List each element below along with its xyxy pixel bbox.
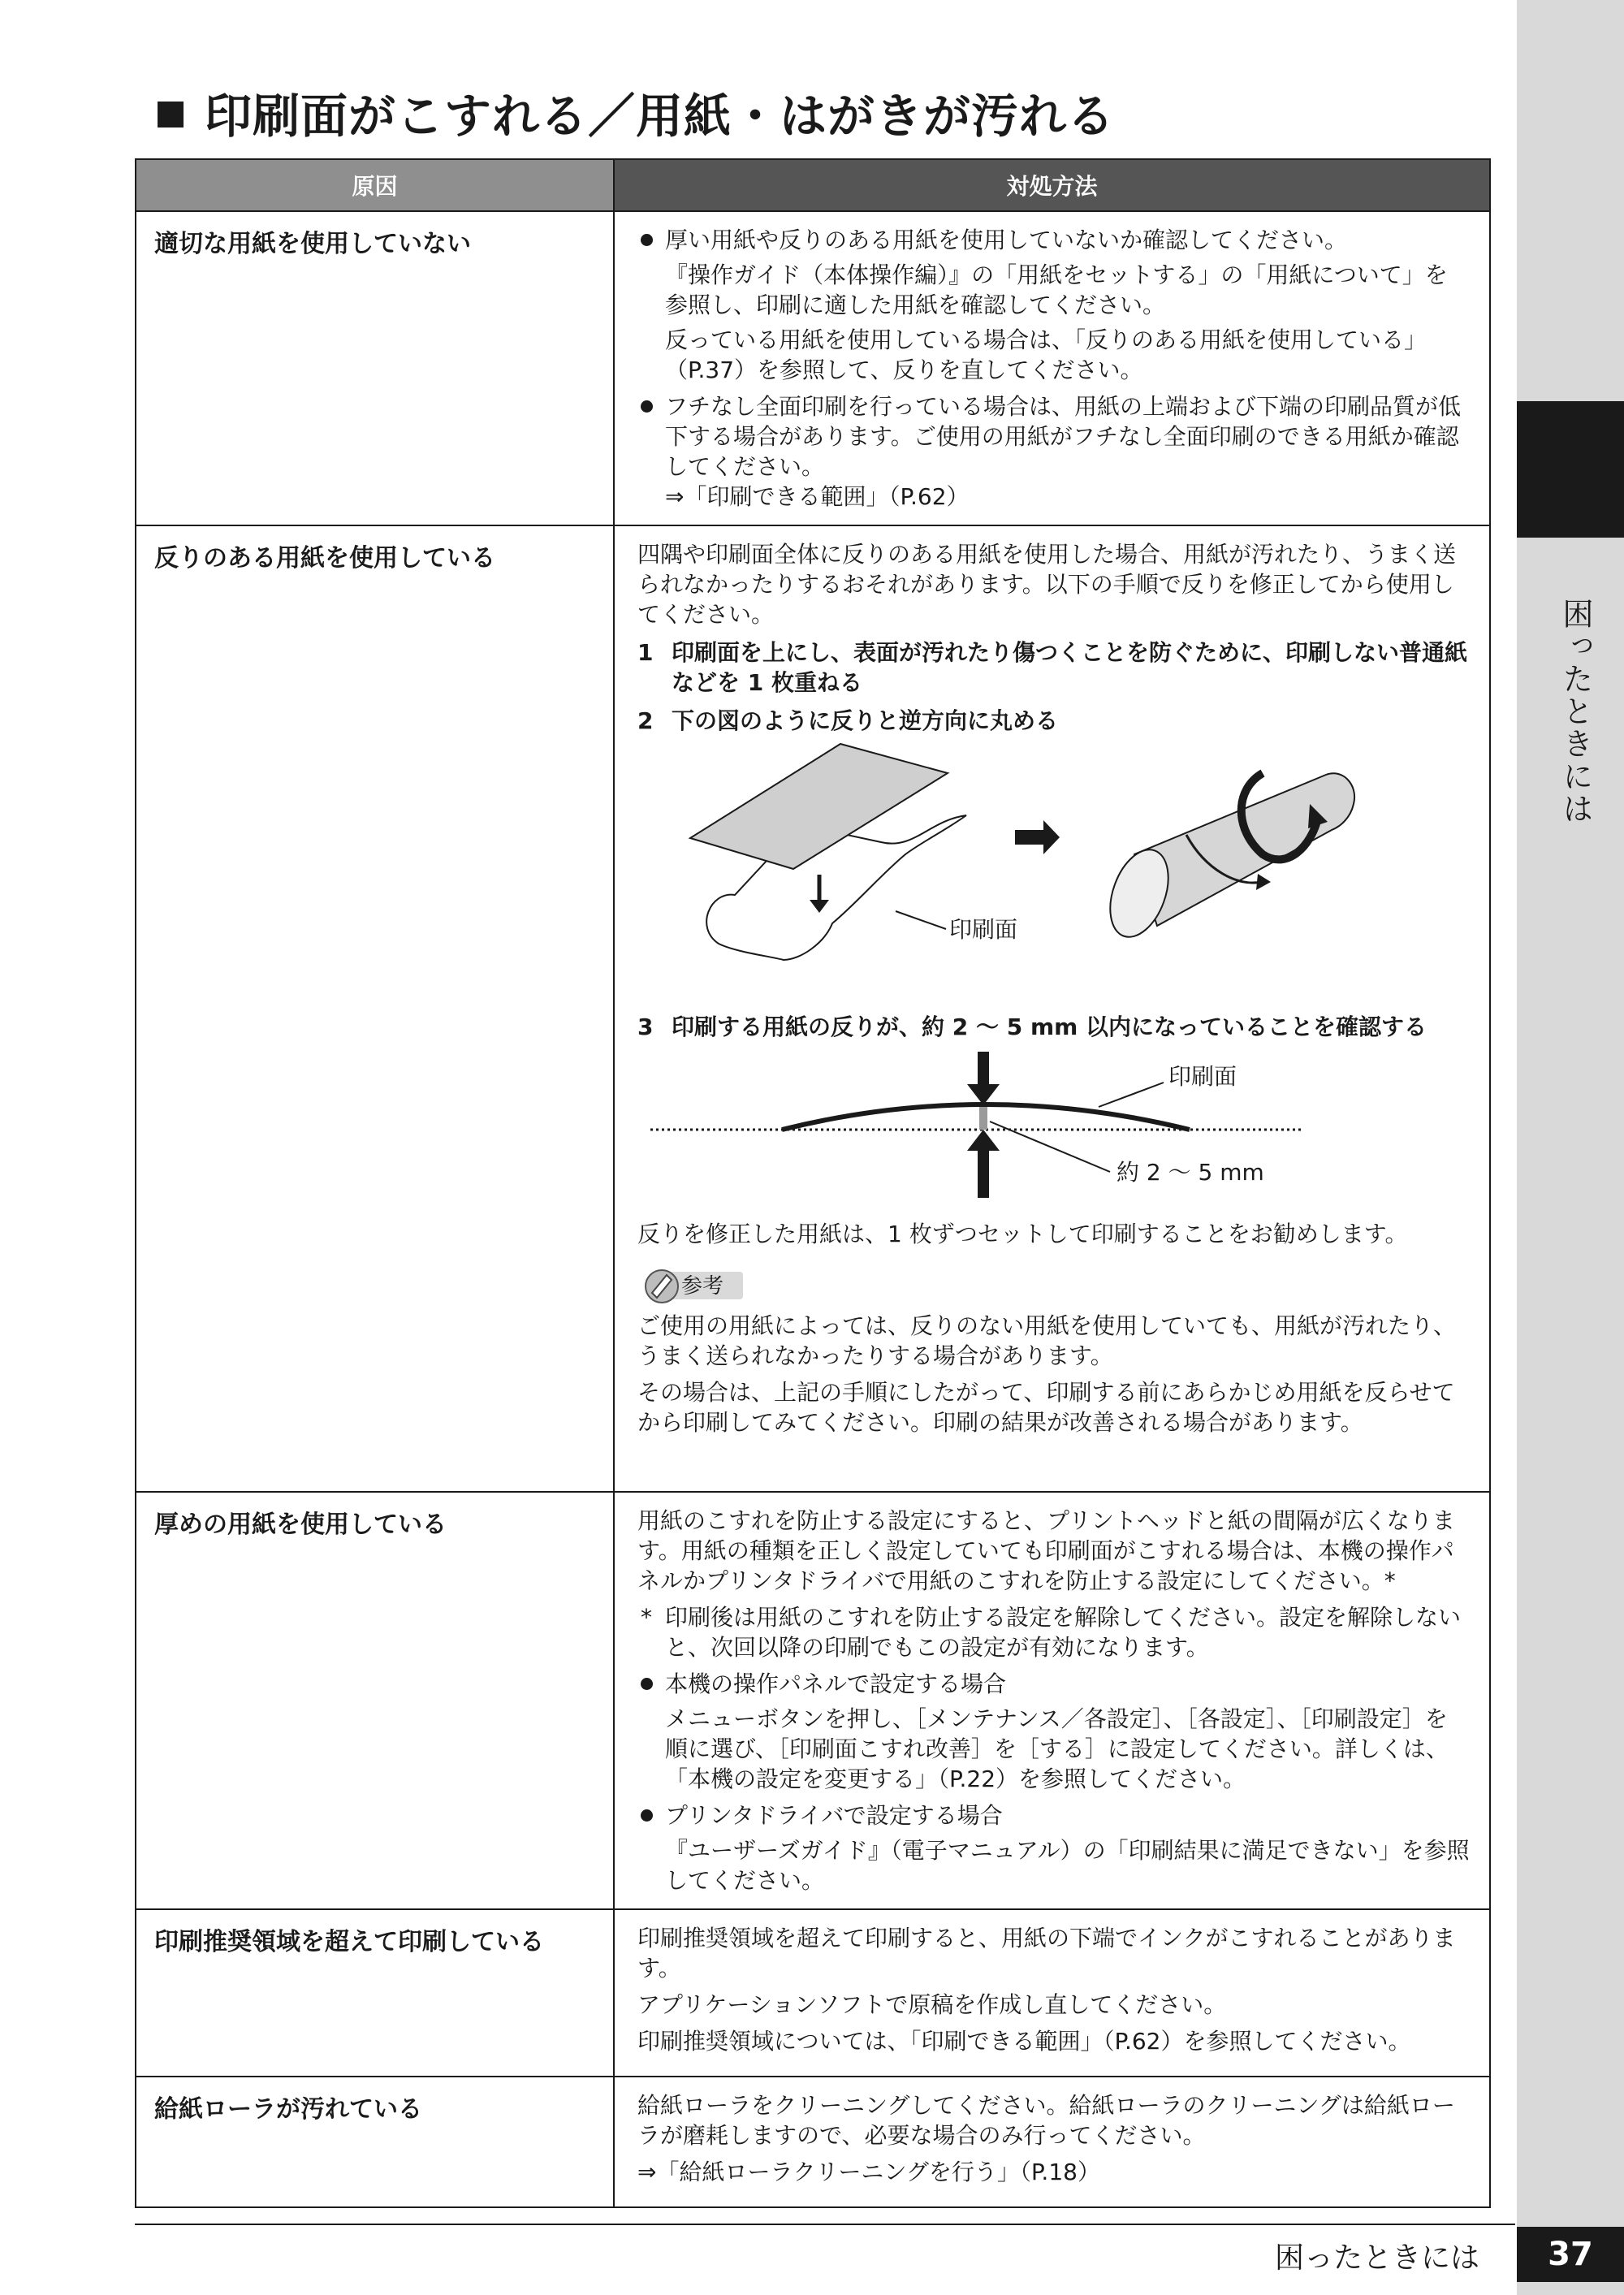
remedy-cell: [614, 211, 1490, 525]
note-text: ご使用の用紙によっては、反りのない用紙を使用していても、用紙が汚れたり、うまく送られなかったりする場合があります。: [637, 1312, 1457, 1369]
leader-line: [896, 911, 946, 929]
header-cause: 原因: [136, 159, 614, 211]
bullet-item: 厚い用紙や反りのある用紙を使用していないか確認してください。: [637, 225, 1470, 255]
reference-link[interactable]: ⇒「印刷できる範囲」（P.62）: [665, 483, 970, 510]
table-header-row: [136, 159, 1490, 211]
chapter-side-label: 困ったときには: [1557, 598, 1593, 825]
process-arrow-icon: [1015, 820, 1060, 854]
remedy-cell: [614, 1492, 1490, 1909]
cause-cell: 反りのある用紙を使用している: [136, 525, 614, 1492]
page-number: 37: [1517, 2227, 1624, 2282]
bullet-item: プリンタドライバで設定する場合: [637, 1800, 1470, 1830]
reference-link[interactable]: ⇒「給紙ローラクリーニングを行う」（P.18）: [637, 2159, 1100, 2185]
note-label: 参考: [681, 1274, 724, 1299]
leader-line: [1099, 1083, 1164, 1107]
title-square-icon: [158, 102, 184, 128]
remedy-text: 用紙のこすれを防止する設定にすると、プリントヘッドと紙の間隔が広くなります。用紙の種類を正しく設定していても印刷面がこすれる場合は、本機の操作パネルかプリンタドライバで用紙のこすれを防止する設定にしてください。*: [637, 1507, 1455, 1594]
up-arrow-head: [967, 1130, 1000, 1151]
remedy-text: アプリケーションソフトで原稿を作成し直してください。: [637, 1991, 1227, 2018]
page-title: [158, 78, 1115, 146]
remedy-text: 反っている用紙を使用している場合は、「反りのある用紙を使用している」（P.37）を参照して、反りを直してください。: [665, 326, 1427, 383]
asterisk-text: 印刷後は用紙のこすれを防止する設定を解除してください。設定を解除しないと、次回以降の印刷でもこの設定が有効になります。: [665, 1604, 1462, 1661]
note-text: その場合は、上記の手順にしたがって、印刷する前にあらかじめ用紙を反らせてから印刷してみてください。印刷の結果が改善される場合があります。: [637, 1379, 1455, 1436]
cause-cell: 給紙ローラが汚れている: [136, 2077, 614, 2207]
remedy-text: 『操作ガイド（本体操作編）』の「用紙をセットする」の「用紙について」を参照し、印刷に適した用紙を確認してください。: [665, 261, 1448, 318]
step-text: 印刷面を上にし、表面が汚れたり傷つくことを防ぐために、印刷しない普通紙などを 1 枚重ねる: [672, 639, 1468, 696]
print-side-label: 印刷面: [1168, 1063, 1237, 1090]
curl-measurement-illustration: [637, 1047, 1466, 1201]
remedy-cell: [614, 1909, 1490, 2077]
step-number: 2: [637, 707, 654, 734]
gap-size-label: 約 2 ～ 5 mm: [1116, 1159, 1264, 1186]
cause-cell: 適切な用紙を使用していない: [136, 211, 614, 525]
remedy-text: 印刷推奨領域については、「印刷できる範囲」（P.62）を参照してください。: [637, 2028, 1411, 2055]
print-side-label: 印刷面: [949, 916, 1018, 943]
table-row: [136, 2077, 1490, 2207]
step-text: 印刷する用紙の反りが、約 2 ～ 5 mm 以内になっていることを確認する: [672, 1014, 1427, 1040]
remedy-text: 『ユーザーズガイド』（電子マニュアル）の「印刷結果に満足できない」を参照してください。: [665, 1837, 1470, 1894]
footer-rule: [135, 2224, 1515, 2225]
table-row: [136, 1909, 1490, 2077]
header-remedy: 対処方法: [614, 159, 1490, 211]
note-badge: [637, 1264, 1470, 1306]
curl-arrow-head-2: [1256, 874, 1271, 890]
step-item: [637, 1012, 1470, 1042]
paper-roll-illustration: [637, 741, 1466, 1001]
remedy-cell: [614, 525, 1490, 1492]
chapter-tab: [1517, 401, 1624, 538]
table-row: [136, 1492, 1490, 1909]
cause-cell: 厚めの用紙を使用している: [136, 1492, 614, 1909]
up-arrow-shaft: [978, 1149, 989, 1198]
gap-marker: [979, 1107, 987, 1130]
remedy-text: メニューボタンを押し、［メンテナンス／各設定］、［各設定］、［印刷設定］を順に選び、［印刷面こすれ改善］を［する］に設定してください。詳しくは、「本機の設定を変更する」（P.22）を参照してください。: [665, 1705, 1449, 1792]
cause-cell: 印刷推奨領域を超えて印刷している: [136, 1909, 614, 2077]
step-item: [637, 706, 1470, 736]
bullet-item: 本機の操作パネルで設定する場合: [637, 1669, 1470, 1699]
asterisk-note: [637, 1602, 1470, 1662]
step-text: 下の図のように反りと逆方向に丸める: [672, 707, 1059, 734]
step-number: 3: [637, 1014, 654, 1040]
page-title-text: 印刷面がこすれる／用紙・はがきが汚れる: [205, 89, 1116, 144]
bullet-item: フチなし全面印刷を行っている場合は、用紙の上端および下端の印刷品質が低下する場合があります。ご使用の用紙がフチなし全面印刷のできる用紙か確認してください。: [637, 391, 1470, 482]
table-row: [136, 525, 1490, 1492]
remedy-text: 四隅や印刷面全体に反りのある用紙を使用した場合、用紙が汚れたり、うまく送られなかったりするおそれがあります。以下の手順で反りを修正してから使用してください。: [637, 541, 1457, 628]
step-item: [637, 638, 1470, 698]
step-number: 1: [637, 639, 654, 666]
remedy-text: 印刷推奨領域を超えて印刷すると、用紙の下端でインクがこすれることがあります。: [637, 1925, 1456, 1982]
side-strip: [1517, 0, 1624, 2295]
remedy-cell: [614, 2077, 1490, 2207]
asterisk-mark: *: [641, 1604, 652, 1631]
remedy-text: 給紙ローラをクリーニングしてください。給紙ローラのクリーニングは給紙ローラが磨耗しますので、必要な場合のみ行ってください。: [637, 2092, 1455, 2149]
remedy-text: 反りを修正した用紙は、1 枚ずつセットして印刷することをお勧めします。: [637, 1221, 1408, 1247]
table-row: [136, 211, 1490, 525]
note-pencil-icon: [637, 1264, 751, 1306]
footer-section-title: 困ったときには: [1275, 2241, 1480, 2275]
troubleshooting-table: [135, 158, 1491, 2208]
